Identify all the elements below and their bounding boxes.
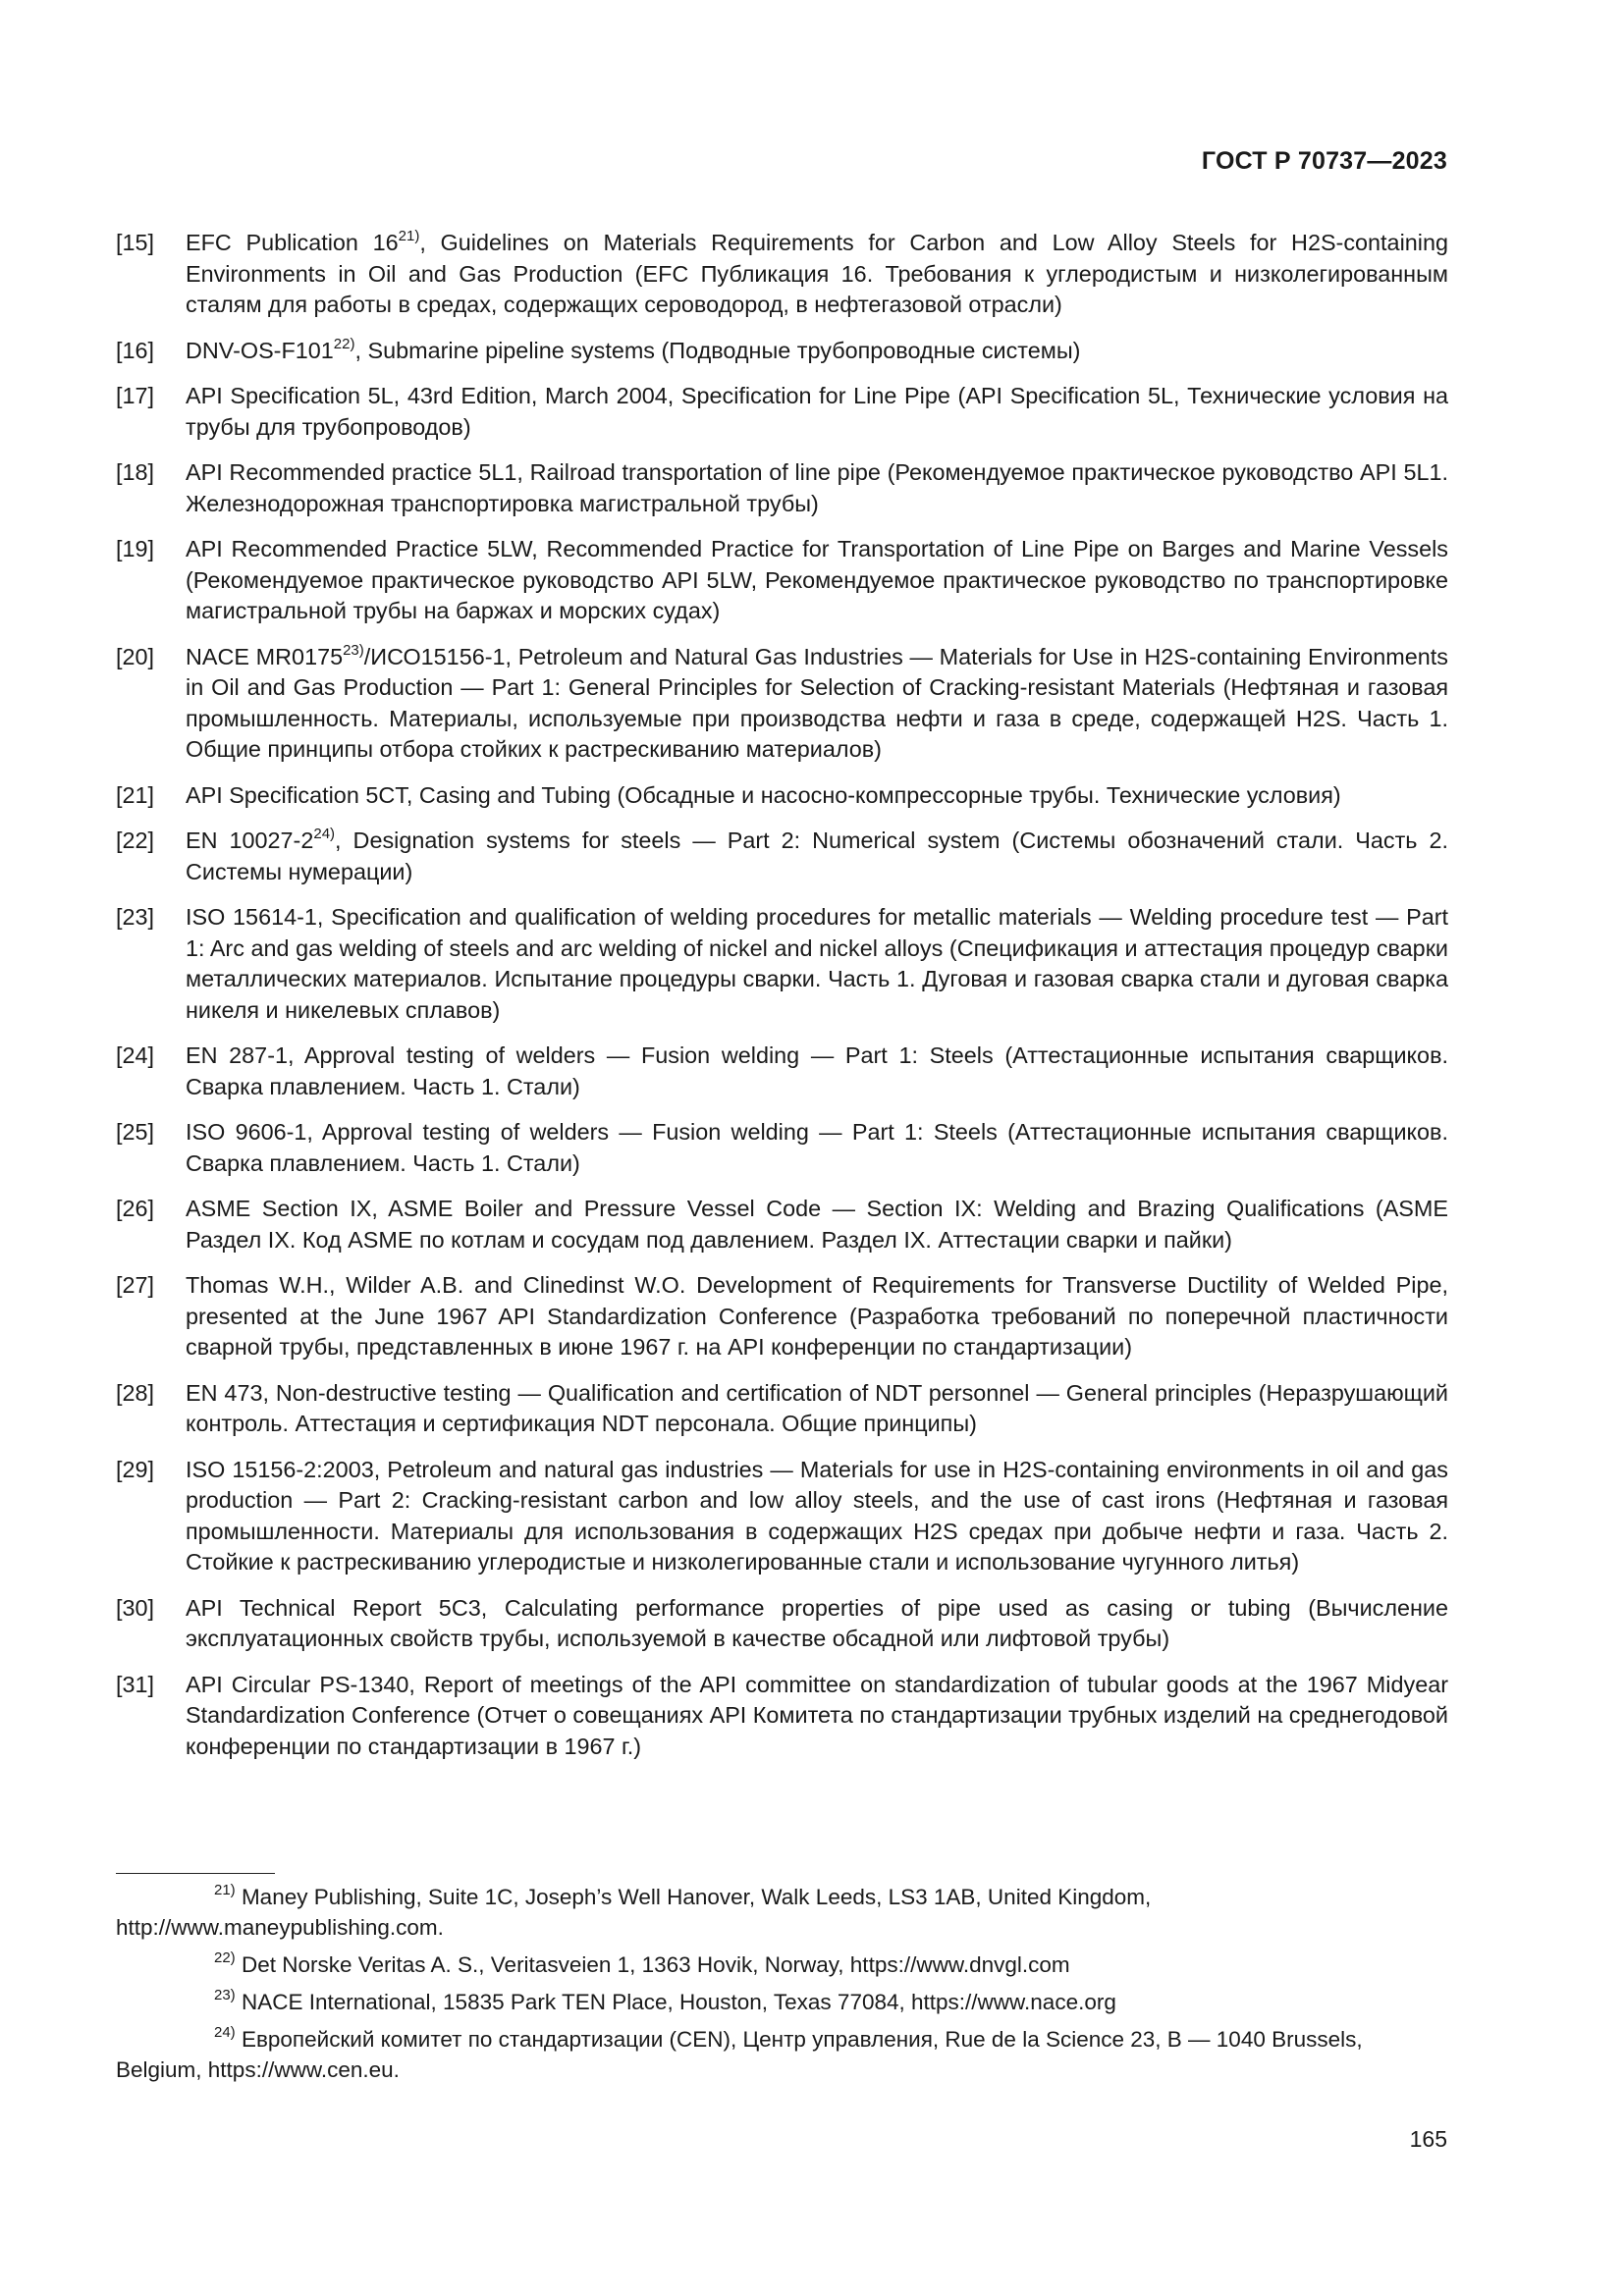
reference-number: [18] xyxy=(116,459,155,485)
reference-item xyxy=(116,381,1448,443)
reference-text: API Recommended practice 5L1, Railroad transportation of line pipe (Рекомендуемое практическое руководство API 5L1. Железнодорожная транспортировка магистральной трубы) xyxy=(186,459,1448,516)
footnote-text: Det Norske Veritas A. S., Veritasveien 1, 1363 Hovik, Norway, https://www.dnvgl.com xyxy=(235,1952,1070,1977)
reference-text: ISO 15156-2:2003, Petroleum and natural gas industries — Materials for use in H2S-containing environments in oil and gas production — Part 2: Cracking-resistant carbon and low alloy steels, and the use of cast irons (Нефтяная и газовая промышленности. Материалы для использования в содержащих H2S средах при добыче нефти и газа. Часть 2. Стойкие к растрескиванию углеродистые и низколегированные стали и использование чугунного литья) xyxy=(186,1456,1448,1575)
reference-text: API Circular PS-1340, Report of meetings of the API committee on standardization of tubular goods at the 1967 Midyear Standardization Conference (Отчет о совещаниях API Комитета по стандартизации трубных изделий на среднегодовой конференции по стандартизации в 1967 г.) xyxy=(186,1671,1448,1759)
reference-number: [29] xyxy=(116,1456,155,1482)
footnote-marker: 22) xyxy=(333,335,355,352)
footnote-number: 24) xyxy=(214,2024,236,2041)
reference-text: Thomas W.H., Wilder A.B. and Clinedinst W.O. Development of Requirements for Transverse Ductility of Welded Pipe, presented at the June 1967 API Standardization Conference (Разработка требований по поперечной пластичности сварной трубы, представленных в июне 1967 г. на API конференции по стандартизации) xyxy=(186,1272,1448,1360)
footnote xyxy=(116,2024,1402,2085)
reference-text: API Recommended Practice 5LW, Recommended Practice for Transportation of Line Pipe on Barges and Marine Vessels (Рекомендуемое практическое руководство API 5LW, Рекомендуемое практическое руководство по транспортировке магистральной трубы на баржах и морских судах) xyxy=(186,536,1448,623)
footnote-text: NACE International, 15835 Park TEN Place, Houston, Texas 77084, https://www.nace.org xyxy=(235,1990,1116,2014)
reference-number: [21] xyxy=(116,781,155,808)
reference-number: [20] xyxy=(116,643,155,669)
document-header: ГОСТ Р 70737—2023 xyxy=(1201,147,1447,175)
reference-item xyxy=(116,1670,1448,1763)
reference-number: [24] xyxy=(116,1042,155,1068)
reference-text: API Specification 5L, 43rd Edition, March 2004, Specification for Line Pipe (API Specification 5L, Технические условия на трубы для трубопроводов) xyxy=(186,383,1448,440)
reference-text: ASME Section IX, ASME Boiler and Pressure Vessel Code — Section IX: Welding and Brazing Qualifications (ASME Раздел IX. Код ASME по котлам и сосудам под давлением. Раздел IX. Аттестации сварки и пайки) xyxy=(186,1196,1448,1253)
reference-text: EFC Publication 16$^{21)}$, Guidelines on Materials Requirements for Carbon and Low Alloy Steels for H2S-containing Environments in Oil and Gas Production (EFC Публикация 16. Требования к углеродистым и низколегированным сталям для работы в средах, содержащих сероводород, в нефтегазовой отрасли) xyxy=(186,228,1448,317)
footnote-number: 22) xyxy=(214,1949,236,1966)
footnote-number: 23) xyxy=(214,1987,236,2003)
reference-item xyxy=(116,826,1448,887)
reference-text: ISO 15614-1, Specification and qualification of welding procedures for metallic materials — Welding procedure test — Part 1: Arc and gas welding of steels and arc welding of nickel and nickel alloys (Спецификация и аттестация процедур сварки металлических материалов. Испытание процедуры сварки. Часть 1. Дуговая и газовая сварка стали и дуговая сварка никеля и никелевых сплавов) xyxy=(186,904,1448,1023)
reference-item xyxy=(116,1455,1448,1578)
reference-number: [26] xyxy=(116,1196,155,1221)
reference-item xyxy=(116,780,1448,812)
reference-item xyxy=(116,534,1448,627)
reference-item xyxy=(116,1270,1448,1363)
reference-item xyxy=(116,1117,1448,1179)
footnote xyxy=(116,1882,1402,1943)
reference-number: [28] xyxy=(116,1379,155,1406)
reference-number: [30] xyxy=(116,1594,155,1621)
reference-number: [31] xyxy=(116,1671,155,1697)
reference-text: DNV-OS-F101$^{22)}$, Submarine pipeline systems (Подводные трубопроводные системы) xyxy=(186,335,1081,363)
reference-item xyxy=(116,642,1448,766)
reference-item xyxy=(116,902,1448,1026)
bibliography-list xyxy=(116,228,1448,1777)
reference-number: [25] xyxy=(116,1119,155,1145)
reference-text: NACE MR0175$^{23)}$/ИСО15156-1, Petroleum and Natural Gas Industries — Materials for Use in H2S-containing Environments in Oil and Gas Production — Part 1: General Principles for Selection of Cracking-resistant Materials (Нефтяная и газовая промышленность. Материалы, используемые при производства нефти и газа в среде, содержащей H2S. Часть 1. Общие принципы отбора стойких к растрескиванию материалов) xyxy=(186,641,1448,762)
reference-number: [15] xyxy=(116,230,155,255)
footnote-marker: 21) xyxy=(398,228,420,244)
footnote-separator xyxy=(116,1873,275,1874)
reference-number: [16] xyxy=(116,337,155,363)
footnote xyxy=(116,1949,1402,1980)
reference-number: [17] xyxy=(116,383,155,408)
reference-text: EN 473, Non-destructive testing — Qualification and certification of NDT personnel — General principles (Неразрушающий контроль. Аттестация и сертификация NDT персонала. Общие принципы) xyxy=(186,1379,1448,1436)
reference-text: EN 287-1, Approval testing of welders — Fusion welding — Part 1: Steels (Аттестационные испытания сварщиков. Сварка плавлением. Часть 1. Стали) xyxy=(186,1042,1448,1099)
reference-number: [27] xyxy=(116,1272,155,1298)
footnote-number: 21) xyxy=(214,1882,236,1898)
footnote-text: Европейский комитет по стандартизации (CEN), Центр управления, Rue de la Science 23, B — 1040 Brussels, Belgium, https://www.cen.eu. xyxy=(116,2027,1363,2082)
footnotes xyxy=(116,1882,1402,2092)
reference-item xyxy=(116,1041,1448,1102)
reference-number: [22] xyxy=(116,828,155,853)
reference-text: EN 10027-2$^{24)}$, Designation systems for steels — Part 2: Numerical system (Системы обозначений стали. Часть 2. Системы нумерации) xyxy=(186,826,1448,884)
reference-text: API Specification 5CT, Casing and Tubing (Обсадные и насосно-компрессорные трубы. Технические условия) xyxy=(186,781,1341,808)
reference-item xyxy=(116,228,1448,321)
footnote xyxy=(116,1987,1402,2017)
reference-item xyxy=(116,1378,1448,1440)
page-number: 165 xyxy=(1409,2126,1447,2152)
footnote-text: Maney Publishing, Suite 1C, Joseph’s Well Hanover, Walk Leeds, LS3 1AB, United Kingdom, http://www.maneypublishing.com. xyxy=(116,1885,1152,1940)
reference-item xyxy=(116,1593,1448,1655)
reference-text: ISO 9606-1, Approval testing of welders — Fusion welding — Part 1: Steels (Аттестационные испытания сварщиков. Сварка плавлением. Часть 1. Стали) xyxy=(186,1119,1448,1176)
reference-item xyxy=(116,336,1448,367)
reference-text: API Technical Report 5C3, Calculating performance properties of pipe used as casing or tubing (Вычисление эксплуатационных свойств трубы, используемой в качестве обсадной или лифтовой трубы) xyxy=(186,1594,1448,1651)
reference-item xyxy=(116,1194,1448,1255)
footnote-marker: 24) xyxy=(313,826,336,842)
reference-number: [19] xyxy=(116,536,155,561)
reference-item xyxy=(116,457,1448,519)
reference-number: [23] xyxy=(116,904,155,930)
footnote-marker: 23) xyxy=(343,641,364,659)
